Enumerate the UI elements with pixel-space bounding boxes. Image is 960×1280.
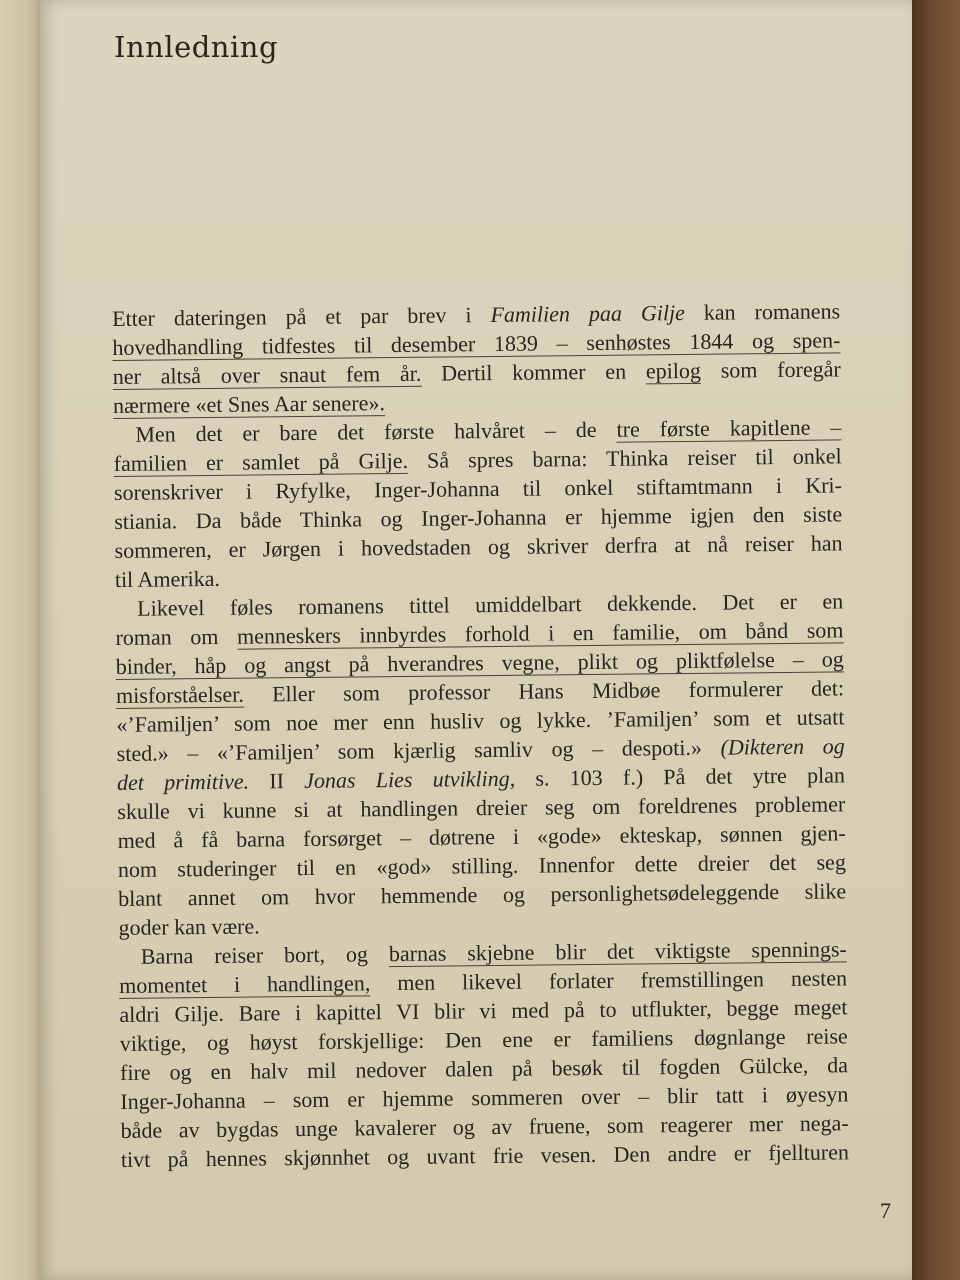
page-number: 7 (880, 1198, 891, 1223)
text-run: Inger-Johanna – som er hjemme sommeren over – blir tatt i øyesyn (120, 1081, 849, 1114)
text-run: til Amerika. (114, 565, 221, 592)
underlined-text: binder, håp og angst på hverandres vegne, plikt og pliktfølelse – og (115, 646, 844, 679)
underlined-text: menneskers innbyrdes forhold i en familie, om bånd som (236, 617, 844, 649)
text-run: kan romanens (684, 298, 841, 326)
underlined-text: misforståelser. (115, 681, 244, 708)
text-run: Etter dateringen på et par brev i (112, 302, 491, 331)
italic-text: Jonas Lies utvikling, (304, 765, 516, 794)
text-run: «’Familjen’ som noe mer enn husliv og lykke. ’Familjen’ som et utsatt (116, 704, 845, 737)
text-run: skulle vi kunne si at handlingen dreier seg om foreldrenes problemer (117, 791, 846, 824)
text-run: Eller som professor Hans Midbøe formulerer det: (243, 675, 845, 707)
text-run: sommeren, er Jørgen i hovedstaden og skriver derfra at nå reiser han (114, 530, 843, 563)
underlined-text: momentet i handlingen, (119, 970, 371, 998)
paragraph (112, 296, 841, 420)
text-run: både av bygdas unge kavalerer og av fruene, som reagerer mer nega- (120, 1110, 849, 1143)
text-run: som foregår (700, 356, 841, 383)
text-run: Barna reiser bort, og (140, 941, 390, 969)
text-run: sted.» – «’Familjen’ som kjærlig samliv og – despoti.» (116, 734, 721, 766)
paragraph (115, 586, 847, 942)
text-run: Dertil kommer en (421, 358, 647, 386)
text-run: fire og en halv mil nedover dalen på besøk til fogden Gülcke, da (119, 1052, 849, 1085)
table-surface (912, 0, 960, 1280)
underlined-text: nærmere «et Snes Aar senere». (112, 390, 386, 418)
text-run: nom studeringer til en «god» stilling. Innenfor dette dreier det seg (117, 849, 847, 882)
text-run: viktige, og høyst forskjellige: Den ene er familiens døgnlange reise (119, 1023, 848, 1056)
underlined-text: hovedhandling tidfestes til desember 1839 – senhøstes 1844 og spen- (112, 327, 841, 360)
italic-text: det primitive. (116, 768, 250, 795)
underlined-text: ner altså over snaut fem år. (112, 360, 422, 389)
body-text (112, 296, 849, 1174)
text-run: med å få barna forsørget – døtrene i «gode» ekteskap, sønnen gjen- (117, 820, 846, 853)
text-run: blant annet om hvor hemmende og personlighetsødeleggende slike (118, 878, 847, 911)
text-run: aldri Gilje. Bare i kapittel VI blir vi med på to utflukter, begge meget (119, 994, 848, 1027)
underlined-text: tre første kapitlene – (616, 414, 842, 442)
text-line (121, 1137, 849, 1174)
text-run: tivt på hennes skjønnhet og uvant frie vesen. Den andre er fjellturen (120, 1139, 850, 1172)
italic-text: (Dikteren og (720, 733, 845, 760)
text-run: II (248, 768, 305, 794)
chapter-heading: Innledning (114, 30, 279, 64)
text-run: goder kan være. (118, 913, 260, 940)
text-run: men likevel forlater fremstillingen nesten (370, 965, 848, 996)
underlined-text: barnas skjebne blir det viktigste spennings- (388, 936, 847, 967)
text-run: Så spres barna: Thinka reiser til onkel (407, 443, 842, 473)
previous-page-edge (0, 0, 44, 1280)
book-page (40, 0, 912, 1280)
text-run: s. 103 f.) På det ytre plan (515, 762, 846, 791)
text-run: Men det er bare det første halvåret – de (135, 416, 617, 447)
underlined-text: epilog (645, 357, 702, 384)
paragraph (113, 412, 843, 594)
text-run: stiania. Da både Thinka og Inger-Johanna er hjemme igjen den siste (114, 501, 843, 534)
text-run: roman om (115, 623, 238, 650)
text-run: sorenskriver i Ryfylke, Inger-Johanna til onkel stiftamtmann i Kri- (113, 472, 843, 505)
paragraph (119, 934, 849, 1174)
underlined-text: familien er samlet på Gilje. (113, 447, 409, 476)
italic-text: Familien paa Gilje (490, 300, 686, 328)
text-run: Likevel føles romanens tittel umiddelbart dekkende. Det er en (137, 588, 844, 621)
